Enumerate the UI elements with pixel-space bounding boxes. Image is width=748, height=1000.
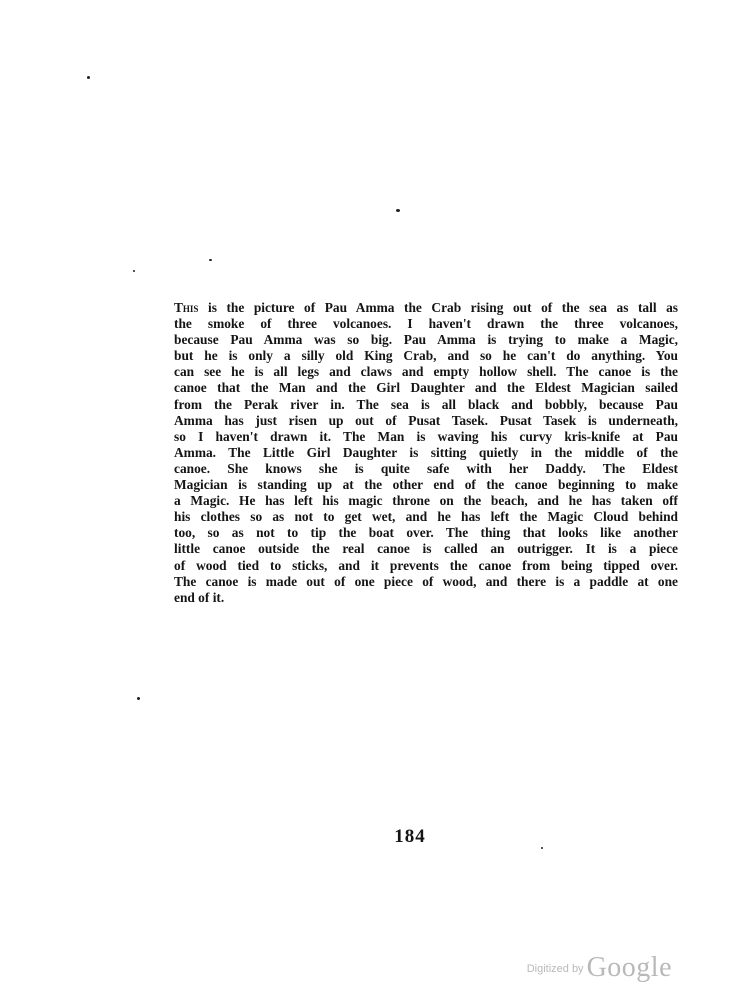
text-line: a Magic. He has left his magic throne on the beach, and he has taken off — [174, 493, 678, 509]
text-line: of wood tied to sticks, and it prevents the canoe from being tipped over. — [174, 557, 678, 573]
digitized-watermark — [527, 952, 672, 984]
text-line: Amma. The Little Girl Daughter is sitting quietly in the middle of the — [174, 444, 678, 460]
text-line: so I haven't drawn it. The Man is waving his curvy kris-knife at Pau — [174, 428, 678, 444]
text-line: Magician is standing up at the other end of the canoe beginning to make — [174, 477, 678, 493]
scan-speck — [137, 697, 140, 700]
text-line: end of it. — [174, 589, 225, 605]
text-line: his clothes so as not to get wet, and he has left the Magic Cloud behind — [174, 509, 678, 525]
text-line: but he is only a silly old King Crab, and so he can't do anything. You — [174, 348, 678, 364]
text-line: canoe. She knows she is quite safe with her Daddy. The Eldest — [174, 460, 678, 476]
text-line: little canoe outside the real canoe is called an outrigger. It is a piece — [174, 541, 678, 557]
scan-speck — [87, 76, 90, 79]
page-number: 184 — [394, 826, 426, 847]
scan-speck — [541, 847, 543, 849]
text-line: Amma has just risen up out of Pusat Tasek. Pusat Tasek is underneath, — [174, 412, 678, 428]
text-line: too, so as not to tip the boat over. The thing that looks like another — [174, 525, 678, 541]
text-line — [174, 300, 678, 316]
text-line-content: is the picture of Pau Amma the Crab rising out of the sea as tall as — [198, 300, 678, 315]
text-line: The canoe is made out of one piece of wood, and there is a paddle at one — [174, 573, 678, 589]
lead-word: This — [174, 300, 199, 315]
text-line: because Pau Amma was so big. Pau Amma is trying to make a Magic, — [174, 332, 678, 348]
google-logo: Google — [586, 952, 672, 983]
scan-speck — [133, 270, 135, 272]
text-line: can see he is all legs and claws and empty hollow shell. The canoe is the — [174, 364, 678, 380]
digitized-by-text: Digitized by — [526, 963, 584, 975]
text-line: the smoke of three volcanoes. I haven't drawn the three volcanoes, — [174, 316, 678, 332]
scan-speck — [209, 259, 212, 261]
scan-speck — [396, 209, 400, 212]
text-line: canoe that the Man and the Girl Daughter and the Eldest Magician sailed — [174, 380, 678, 396]
caption-paragraph — [174, 300, 678, 606]
text-line: from the Perak river in. The sea is all black and bobbly, because Pau — [174, 396, 678, 412]
